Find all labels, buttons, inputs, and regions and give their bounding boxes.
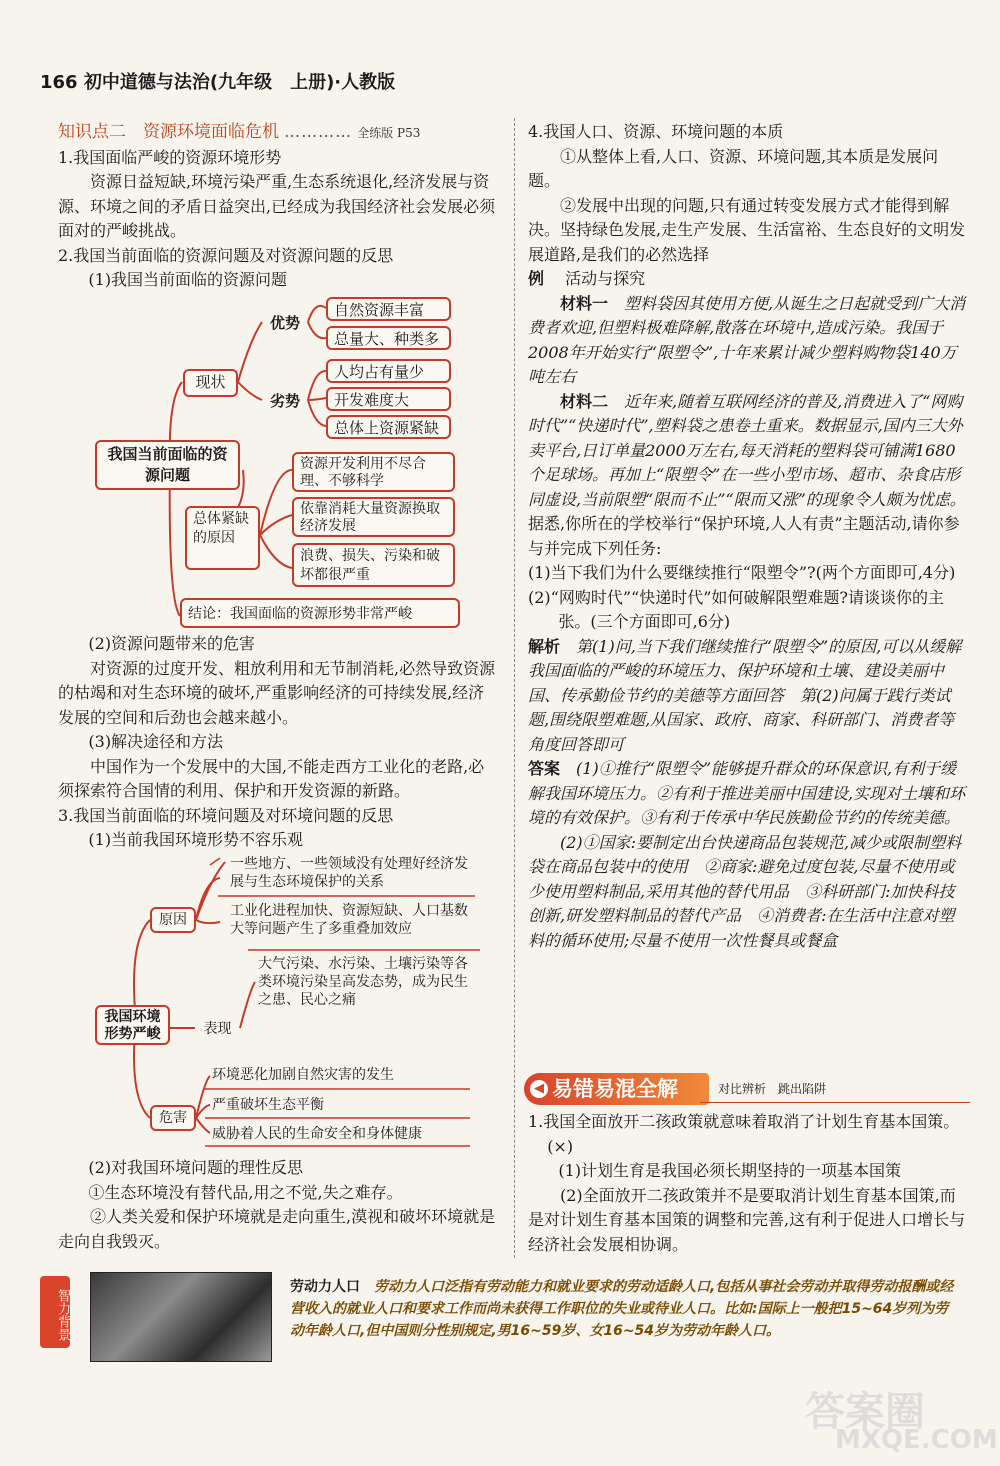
section-ref: 全练版 P53 <box>357 126 421 140</box>
analysis <box>528 635 968 758</box>
mm1-status: 现状 <box>183 369 238 397</box>
p2-sub2: (2)资源问题带来的危害 <box>88 634 256 653</box>
p2-sub3: (3)解决途径和方法 <box>88 732 224 751</box>
mm1-conclusion: 结论：我国面临的资源形势非常严峻 <box>180 598 460 628</box>
question-2: (2)“网购时代”“快递时代”如何破解限塑难题?请谈谈你的主张。(三个方面即可,6分) <box>528 587 944 631</box>
p2-sub3-body: 中国作为一个发展中的大国,不能走西方工业化的老路,必须探索符合国情的利用、保护和开发资源的新路。 <box>58 756 485 800</box>
p2-sub2-body: 对资源的过度开发、粗放利用和无节制消耗,必然导致资源的枯竭和对生态环境的破坏,严重影响经济的可持续发展,经济发展的空间和后劲也会越来越小。 <box>58 658 496 727</box>
mm2-root: 我国环境形势严峻 <box>95 1005 170 1045</box>
banner-subtitle: 对比辨析 跳出陷阱 <box>718 1082 827 1096</box>
example-title: 活动与探究 <box>565 269 646 288</box>
page-header: 166 初中道德与法治(九年级 上册)·人教版 <box>40 72 396 93</box>
p3-heading: 3.我国当前面临的环境问题及对环境问题的反思 <box>58 805 394 825</box>
answer-2: (2)①国家:要制定出台快递商品包装规范,减少或限制塑料袋在商品包装中的使用 ②商家:避免过度包装,尽量不使用或少使用塑料制品,采用其他的替代用品 ③科研部门:加快科技创新,研发塑料制品的替代产品 ④消费者:在生活中注意对塑料的循环使用;尽量不使用一次性餐具或餐盒 <box>528 832 962 950</box>
p2-heading: 2.我国当前面临的资源问题及对资源问题的反思 <box>58 245 394 265</box>
intelligence-badge: 智力背景 <box>40 1276 70 1348</box>
mm1-cause-item-1: 依靠消耗大量资源换取经济发展 <box>292 497 455 537</box>
mm1-adv-item-1: 总量大、种类多 <box>326 326 451 350</box>
material-1 <box>528 292 968 390</box>
p4-2: ②发展中出现的问题,只有通过转变发展方式才能得到解决。坚持绿色发展,走生产发展、生活富裕、生态良好的文明发展道路,是我们的必然选择 <box>528 195 966 264</box>
mm1-adv: 优势 <box>270 314 301 332</box>
banner-underline <box>700 1102 970 1103</box>
material-1-label: 材料一 <box>560 293 609 313</box>
p3-sub2: (2)对我国环境问题的理性反思 <box>88 1158 304 1177</box>
mm1-cause: 总体紧缺的原因 <box>185 506 260 570</box>
mm2-harm: 危害 <box>150 1105 196 1131</box>
mm2-reason-item-1: 工业化进程加快、资源短缺、人口基数大等问题产生了多重叠加效应 <box>230 903 468 937</box>
material-2-text: 近年来,随着互联网经济的普及,消费进入了“网购时代”“快递时代”,塑料袋之患卷土重来。数据显示,国内三大外卖平台,日订单量2000万左右,每天消耗的塑料袋可铺满1680个足球场。再加上“限塑令”在一些小型市场、超市、杂食店形同虚设,当前限塑“限而不止”“限而又涨”的现象令人颇为忧虑。 <box>528 391 966 509</box>
p4-heading: 4.我国人口、资源、环境问题的本质 <box>528 122 784 141</box>
answer-label: 答案 <box>528 759 561 778</box>
question-1: (1)当下我们为什么要继续推行“限塑令”?(两个方面即可,4分) <box>528 563 956 582</box>
p3-sub1: (1)当前我国环境形势不容乐观 <box>88 830 304 849</box>
task-intro: 据悉,你所在的学校举行“保护环境,人人有责”主题活动,请你参与并完成下列任务: <box>528 514 960 558</box>
error-point-1: (1)计划生育是我国必须长期坚持的一项基本国策 <box>558 1161 902 1180</box>
mm1-cause-item-2: 浪费、损失、污染和破坏都很严重 <box>292 543 455 587</box>
mm2-reason-item-0: 一些地方、一些领域没有处理好经济发展与生态环境保护的关系 <box>230 856 468 890</box>
mm1-disadv-item-2: 总体上资源紧缺 <box>326 415 451 439</box>
right-column <box>528 120 968 953</box>
mm1-disadv-item-0: 人均占有量少 <box>326 359 451 383</box>
analysis-text: 第(1)问,当下我们继续推行“限塑令”的原因,可以从缓解我国面临的严峻的环境压力、保护环境和土壤、建设美丽中国、传承勤俭节约的美德等方面回答 第(2)问属于践行类试题,围绕限塑难题,从国家、政府、商家、科研部门、消费者等角度回答即可 <box>528 636 962 754</box>
megaphone-icon: ◀ <box>530 1080 548 1098</box>
mm2-reason: 原因 <box>150 907 196 933</box>
mm2-harm-item-0: 环境恶化加剧自然灾害的发生 <box>212 1067 394 1083</box>
note-term: 劳动力人口 <box>290 1279 360 1295</box>
example-label: 例 <box>528 269 545 288</box>
mm2-harm-item-1: 严重破坏生态平衡 <box>212 1097 324 1113</box>
note-text: 劳动力人口泛指有劳动能力和就业要求的劳动适龄人口,包括从事社会劳动并取得劳动报酬或经营收入的就业人口和要求工作而尚未获得工作职位的失业或待业人口。比如:国际上一般把15~64岁列为劳动年龄人口,但中国则分性别规定,男16~59岁、女16~54岁为劳动年龄人口。 <box>290 1279 954 1339</box>
mm2-perf-item-0: 大气污染、水污染、土壤污染等各类环境污染呈高发态势，成为民生之患、民心之痛 <box>258 956 468 1008</box>
left-column-bottom <box>58 1156 500 1254</box>
watermark-url: MXQE.COM <box>835 1425 998 1455</box>
error-heading: 1.我国全面放开二孩政策就意味着取消了计划生育基本国策。(×) <box>528 1112 960 1156</box>
mm1-disadv-item-1: 开发难度大 <box>326 387 451 411</box>
material-1-text: 塑料袋因其使用方便,从诞生之日起就受到广大消费者欢迎,但塑料极难降解,散落在环境中,造成污染。我国于2008年开始实行“限塑令”,十年来累计减少塑料购物袋140万吨左右 <box>528 293 966 386</box>
answer-1: (1)①推行“限塑令”能够提升群众的环保意识,有利于缓解我国环境压力。②有利于推进美丽中国建设,实现对土壤和环境的有效保护。③有利于传承中华民族勤俭节约的传统美德。 <box>528 759 966 827</box>
p1-body: 资源日益短缺,环境污染严重,生态系统退化,经济发展与资源、环境之间的矛盾日益突出,已经成为我国经济社会发展必须面对的严峻挑战。 <box>58 172 496 240</box>
worker-photo <box>90 1272 272 1362</box>
material-2 <box>528 390 968 513</box>
background-note <box>290 1276 962 1342</box>
error-section <box>528 1110 968 1257</box>
analysis-label: 解析 <box>528 636 561 656</box>
p3-sub2-1: ①生态环境没有替代品,用之不觉,失之难存。 <box>88 1182 403 1202</box>
mm1-root: 我国当前面临的资源问题 <box>95 440 240 490</box>
mm1-disadv: 劣势 <box>270 392 301 410</box>
answer <box>528 757 968 831</box>
mm1-adv-item-0: 自然资源丰富 <box>326 297 451 321</box>
watermark-logo: 答案圈 <box>805 1389 925 1435</box>
p3-sub2-2: ②人类关爱和保护环境就是走向重生,漠视和破坏环境就是走向自我毁灭。 <box>58 1207 496 1251</box>
p2-sub1: (1)我国当前面临的资源问题 <box>88 270 288 289</box>
mm2-harm-item-2: 威胁着人民的生命安全和身体健康 <box>212 1126 422 1142</box>
p1-heading: 1.我国面临严峻的资源环境形势 <box>58 147 282 167</box>
error-point-2: (2)全面放开二孩政策并不是要取消计划生育基本国策,而是对计划生育基本国策的调整和完善,这有利于促进人口增长与经济社会发展相协调。 <box>528 1185 966 1254</box>
section-title: 知识点二 资源环境面临危机 <box>58 122 279 142</box>
leader-dots: ………… <box>284 122 353 141</box>
error-section-banner: 易错易混全解 <box>524 1073 709 1105</box>
mm2-perf: 表现 <box>203 1021 232 1037</box>
p4-1: ①从整体上看,人口、资源、环境问题,其本质是发展问题。 <box>528 146 939 190</box>
material-2-label: 材料二 <box>560 391 609 411</box>
example-line <box>528 267 968 292</box>
mm1-cause-item-0: 资源开发利用不尽合理、不够科学 <box>292 452 455 492</box>
